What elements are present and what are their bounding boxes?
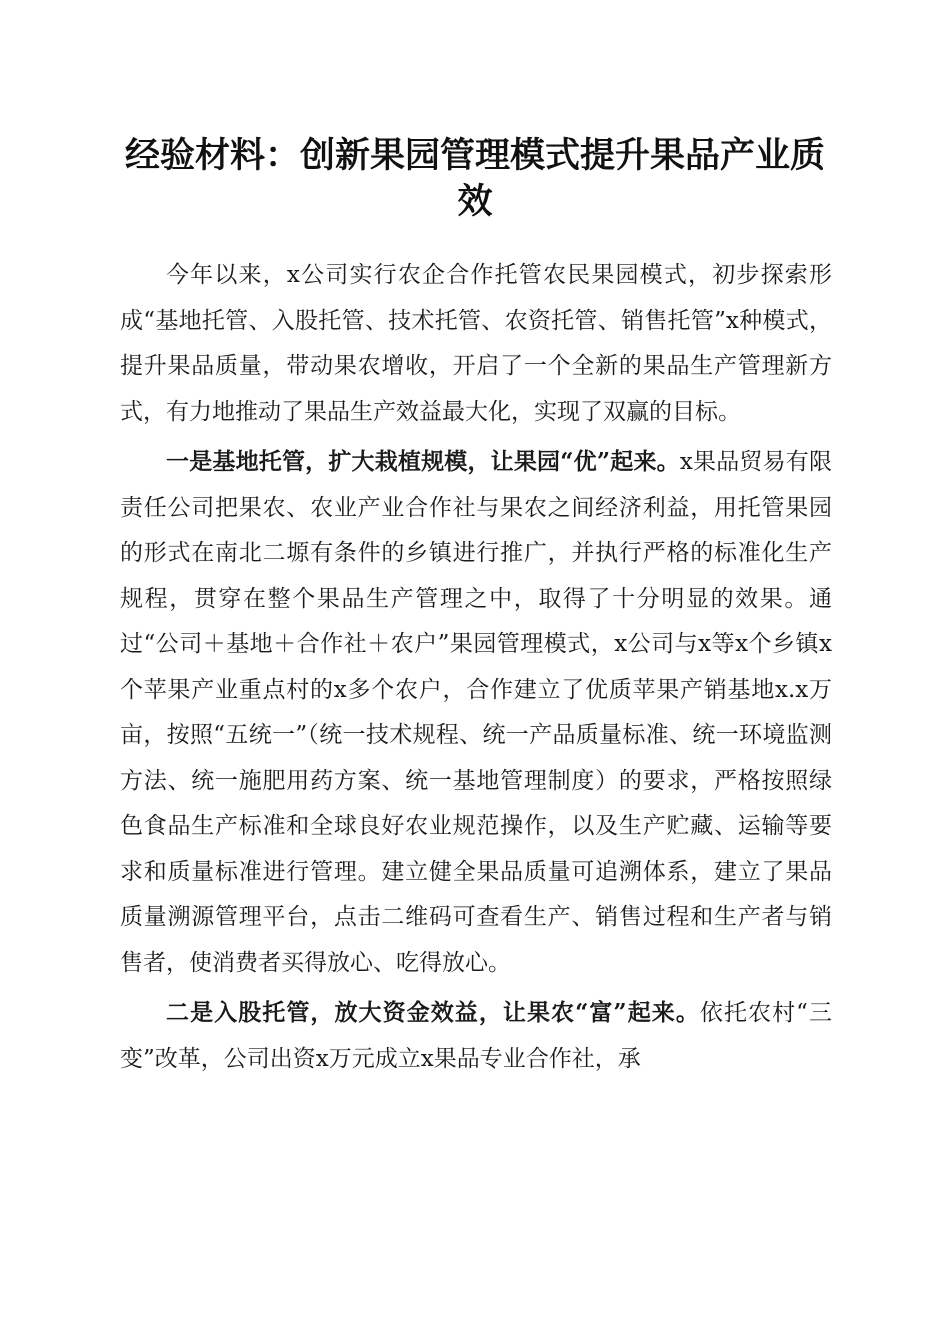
paragraph-lead: 一是基地托管，扩大栽植规模，让果园“优”起来。 bbox=[166, 448, 680, 475]
document-body bbox=[120, 253, 832, 1086]
paragraph-lead: 二是入股托管，放大资金效益，让果农“富”起来。 bbox=[166, 999, 700, 1026]
paragraph-share-custody bbox=[120, 990, 832, 1082]
document-title: 经验材料：创新果园管理模式提升果品产业质效 bbox=[124, 135, 825, 222]
paragraph-base-custody bbox=[120, 439, 832, 986]
paragraph-text: 今年以来，x公司实行农企合作托管农民果园模式，初步探索形成“基地托管、入股托管、技术托管、农资托管、销售托管”x种模式，提升果品质量，带动果农增收，开启了一个全新的果品生产管理新方式，有力地推动了果品生产效益最大化，实现了双赢的目标。 bbox=[120, 262, 832, 425]
paragraph-text: x果品贸易有限责任公司把果农、农业产业合作社与果农之间经济利益，用托管果园的形式在南北二塬有条件的乡镇进行推广，并执行严格的标准化生产规程，贯穿在整个果品生产管理之中，取得了十分明显的效果。通过“公司＋基地＋合作社＋农户”果园管理模式，x公司与x等x个乡镇x个苹果产业重点村的x多个农户，合作建立了优质苹果产销基地x.x万亩，按照“五统一”（统一技术规程、统一产品质量标准、统一环境监测方法、统一施肥用药方案、统一基地管理制度）的要求，严格按照绿色食品生产标准和全球良好农业规范操作，以及生产贮藏、运输等要求和质量标准进行管理。建立健全果品质量可追溯体系，建立了果品质量溯源管理平台，点击二维码可查看生产、销售过程和生产者与销售者，使消费者买得放心、吃得放心。 bbox=[120, 449, 832, 976]
paragraph-text: 依托农村“三变”改革，公司出资x万元成立x果品专业合作社，承 bbox=[120, 1000, 832, 1072]
paragraph-intro bbox=[120, 253, 832, 435]
